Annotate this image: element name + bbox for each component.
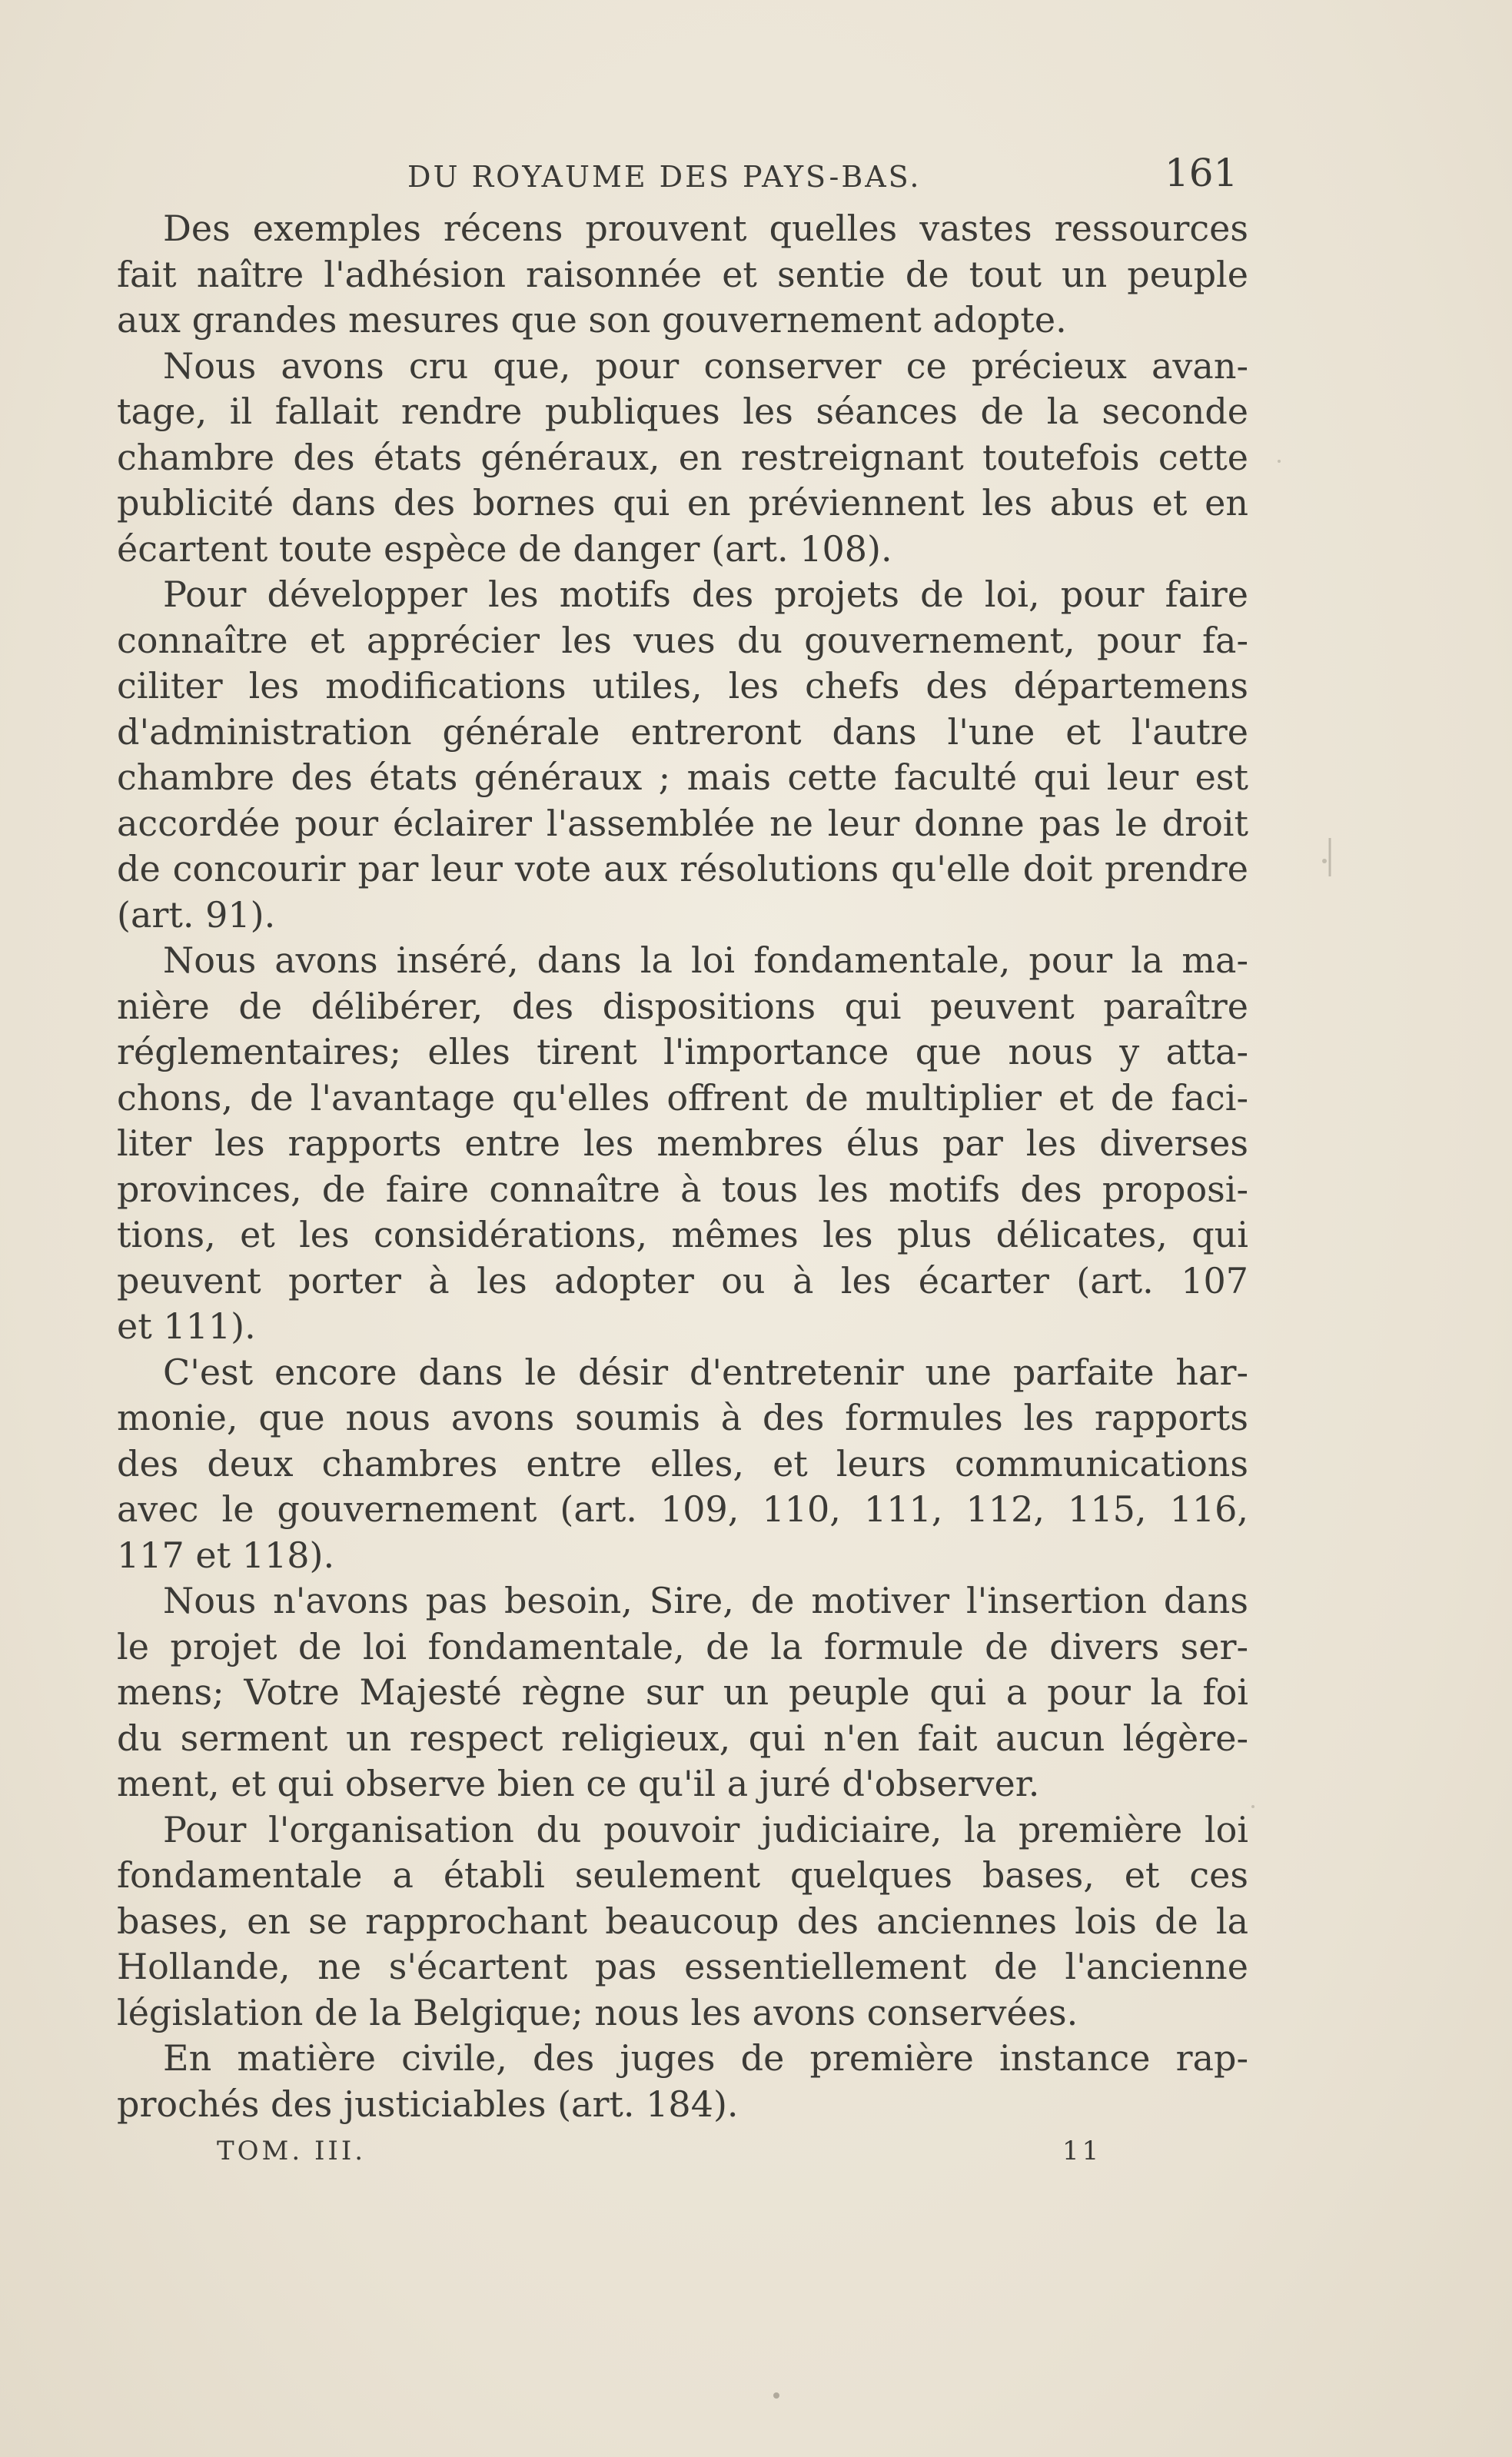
text-line: et 111). bbox=[117, 1305, 256, 1347]
text-line: Nous avons inséré, dans la loi fondamentale, pour la ma- bbox=[163, 939, 1248, 981]
text-line: nière de délibérer, des dispositions qui peuvent paraître bbox=[117, 985, 1248, 1027]
page-footer bbox=[117, 2136, 1248, 2182]
page-header bbox=[400, 151, 1245, 204]
text-line: En matière civile, des juges de première instance rap- bbox=[163, 2037, 1248, 2079]
text-line: C'est encore dans le désir d'entretenir une parfaite har- bbox=[163, 1351, 1248, 1393]
text-line: peuvent porter à les adopter ou à les écarter (art. 107 bbox=[117, 1259, 1248, 1302]
text-line: prochés des justiciables (art. 184). bbox=[117, 2083, 739, 2125]
text-line: accordée pour éclairer l'assemblée ne leur donne pas le droit bbox=[117, 802, 1248, 844]
text-line: le projet de loi fondamentale, de la formule de divers ser- bbox=[117, 1625, 1248, 1667]
text-line: fondamentale a établi seulement quelques bases, et ces bbox=[117, 1854, 1248, 1896]
text-line: mens; Votre Majesté règne sur un peuple qui a pour la foi bbox=[117, 1671, 1248, 1713]
text-line: Nous n'avons pas besoin, Sire, de motiver l'insertion dans bbox=[163, 1580, 1248, 1621]
volume-signature: TOM. III. bbox=[217, 2136, 367, 2166]
text-line: avec le gouvernement (art. 109, 110, 111, 112, 115, 116, bbox=[117, 1488, 1248, 1530]
text-line: publicité dans des bornes qui en préviennent les abus et en bbox=[117, 482, 1248, 524]
page-number: 161 bbox=[1165, 151, 1238, 195]
text-line: bases, en se rapprochant beaucoup des anciennes lois de la bbox=[117, 1900, 1248, 1942]
text-line: réglementaires; elles tirent l'importance que nous y atta- bbox=[117, 1031, 1248, 1072]
text-line: provinces, de faire connaître à tous les motifs des proposi- bbox=[117, 1168, 1248, 1210]
text-line: Pour l'organisation du pouvoir judiciaire, la première loi bbox=[163, 1808, 1248, 1850]
text-line: connaître et apprécier les vues du gouvernement, pour fa- bbox=[117, 619, 1248, 661]
text-line: de concourir par leur vote aux résolutions qu'elle doit prendre bbox=[117, 848, 1248, 889]
text-line: chambre des états généraux, en restreignant toutefois cette bbox=[117, 436, 1248, 478]
text-line: Des exemples récens prouvent quelles vastes ressources bbox=[163, 208, 1248, 249]
text-line: tage, il fallait rendre publiques les séances de la seconde bbox=[117, 391, 1248, 432]
running-head: DU ROYAUME DES PAYS-BAS. bbox=[407, 160, 922, 194]
text-line: d'administration générale entreront dans l'une et l'autre bbox=[117, 710, 1248, 753]
text-line: tions, et les considérations, mêmes les plus délicates, qui bbox=[117, 1214, 1248, 1255]
text-line: aux grandes mesures que son gouvernement adopte. bbox=[117, 299, 1067, 341]
text-line: monie, que nous avons soumis à des formules les rapports bbox=[117, 1397, 1248, 1438]
text-line: ciliter les modifications utiles, les chefs des départemens bbox=[117, 665, 1248, 707]
text-line: des deux chambres entre elles, et leurs communications bbox=[117, 1442, 1248, 1485]
text-line: (art. 91). bbox=[117, 893, 276, 936]
text-line: 117 et 118). bbox=[117, 1534, 335, 1576]
body-text bbox=[117, 206, 1248, 2127]
text-line: Pour développer les motifs des projets de loi, pour faire bbox=[163, 574, 1248, 615]
text-line: chons, de l'avantage qu'elles offrent de multiplier et de faci- bbox=[117, 1076, 1248, 1119]
text-line: législation de la Belgique; nous les avons conservées. bbox=[117, 1991, 1078, 2033]
text-line: chambre des états généraux ; mais cette faculté qui leur est bbox=[117, 756, 1248, 798]
signature-mark: 11 bbox=[1062, 2136, 1102, 2166]
text-line: liter les rapports entre les membres élus par les diverses bbox=[117, 1122, 1248, 1164]
text-line: Nous avons cru que, pour conserver ce précieux avan- bbox=[163, 344, 1248, 387]
text-line: du serment un respect religieux, qui n'en fait aucun légère- bbox=[117, 1717, 1248, 1759]
text-line: Hollande, ne s'écartent pas essentiellement de l'ancienne bbox=[117, 1946, 1248, 1987]
text-line: écartent toute espèce de danger (art. 108). bbox=[117, 527, 892, 570]
text-line: fait naître l'adhésion raisonnée et sentie de tout un peuple bbox=[117, 253, 1248, 295]
text-line: ment, et qui observe bien ce qu'il a juré d'observer. bbox=[117, 1763, 1040, 1804]
